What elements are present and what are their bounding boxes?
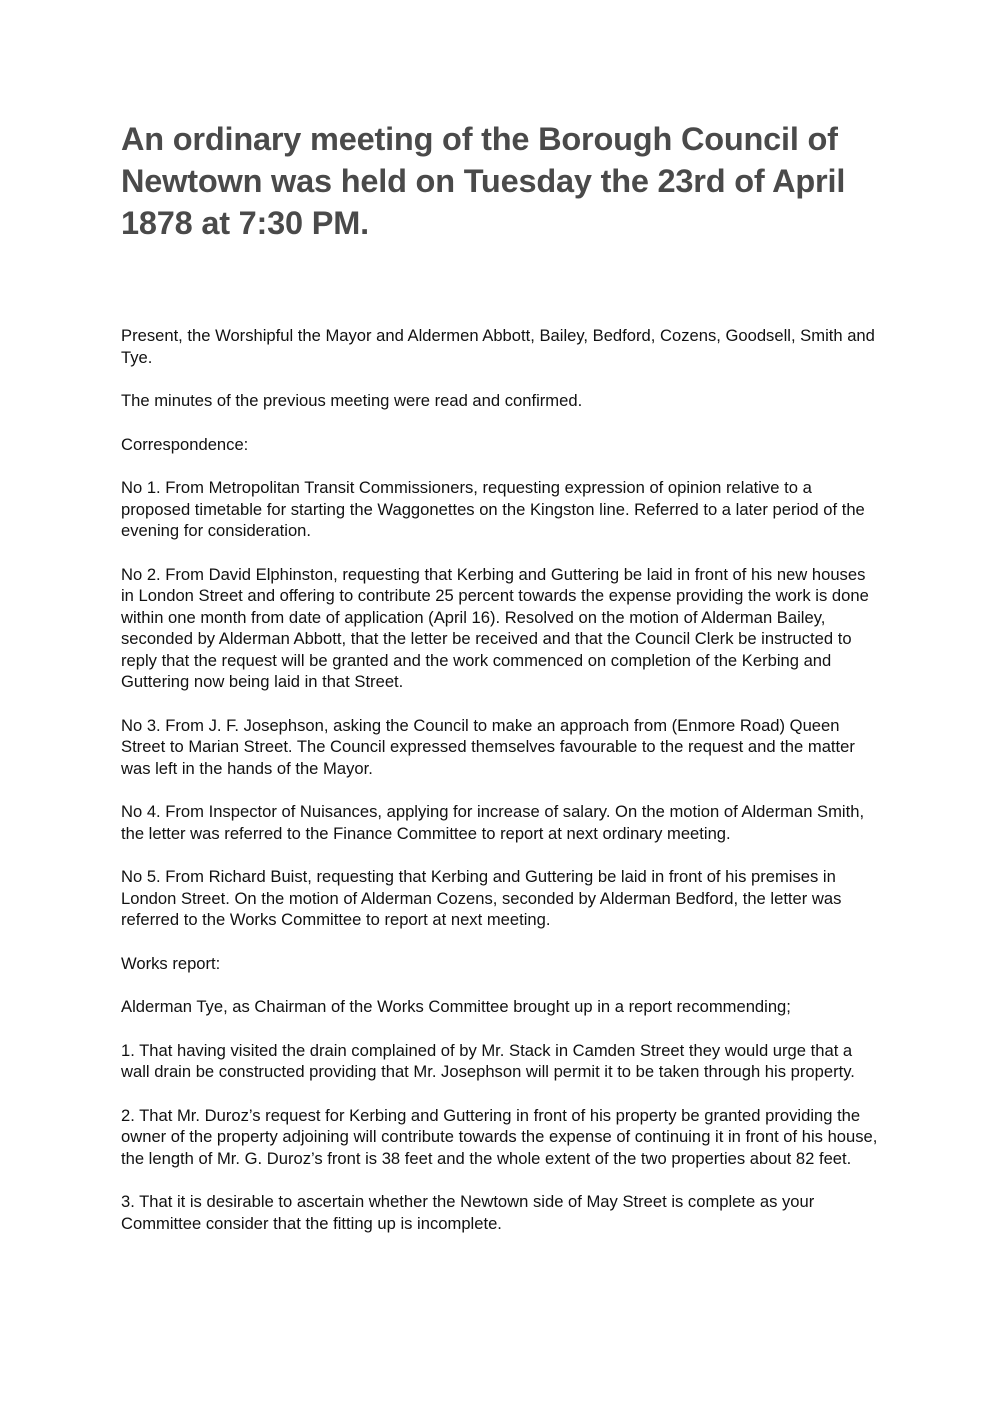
paragraph-recommendation-2: 2. That Mr. Duroz’s request for Kerbing and Guttering in front of his property be granted providing the owner of the property adjoining will contribute towards the expense of continuing it in front of his house, the length of Mr. G. Duroz’s front is 38 feet and the whole extent of the two properties about 82 feet.: [121, 1105, 878, 1168]
heading-works-report: Works report:: [121, 953, 221, 973]
paragraph-letter-3: No 3. From J. F. Josephson, asking the Council to make an approach from (Enmore Road) Queen Street to Marian Street. The Council expressed themselves favourable to the request and the matter was left in the hands of the Mayor.: [121, 715, 855, 778]
document-title: An ordinary meeting of the Borough Council of Newtown was held on Tuesday the 23rd of April 1878 at 7:30 PM.: [121, 121, 846, 241]
paragraph-letter-1: No 1. From Metropolitan Transit Commissioners, requesting expression of opinion relative to a proposed timetable for starting the Waggonettes on the Kingston line. Referred to a later period of the evening for consideration.: [121, 478, 865, 540]
paragraph-works-intro: Alderman Tye, as Chairman of the Works Committee brought up in a report recommending;: [121, 997, 791, 1016]
heading-correspondence: Correspondence:: [121, 434, 249, 454]
paragraph-letter-5: No 5. From Richard Buist, requesting that Kerbing and Guttering be laid in front of his premises in London Street. On the motion of Alderman Cozens, seconded by Alderman Bedford, the letter was referred to the Works Committee to report at next meeting.: [121, 867, 842, 929]
paragraph-present: Present, the Worshipful the Mayor and Aldermen Abbott, Bailey, Bedford, Cozens, Goodsell, Smith and Tye.: [121, 326, 875, 367]
paragraph-letter-2: No 2. From David Elphinston, requesting that Kerbing and Guttering be laid in front of his new houses in London Street and offering to contribute 25 percent towards the expense providing the work is done within one month from date of application (April 16). Resolved on the motion of Alderman Bailey, seconded by Alderman Abbott, that the letter be received and that the Council Clerk be instructed to reply that the request will be granted and the work commenced on completion of the Kerbing and Guttering now being laid in that Street.: [121, 564, 869, 691]
paragraph-recommendation-1: 1. That having visited the drain complained of by Mr. Stack in Camden Street they would urge that a wall drain be constructed providing that Mr. Josephson will permit it to be taken through his property.: [121, 1040, 855, 1081]
document-content: [121, 118, 881, 1256]
paragraph-recommendation-3: 3. That it is desirable to ascertain whether the Newtown side of May Street is complete as your Committee consider that the fitting up is incomplete.: [121, 1192, 815, 1233]
paragraph-letter-4: No 4. From Inspector of Nuisances, applying for increase of salary. On the motion of Alderman Smith, the letter was referred to the Finance Committee to report at next ordinary meeting.: [121, 802, 865, 843]
paragraph-minutes: The minutes of the previous meeting were read and confirmed.: [121, 391, 583, 410]
document-body: [121, 325, 881, 1234]
